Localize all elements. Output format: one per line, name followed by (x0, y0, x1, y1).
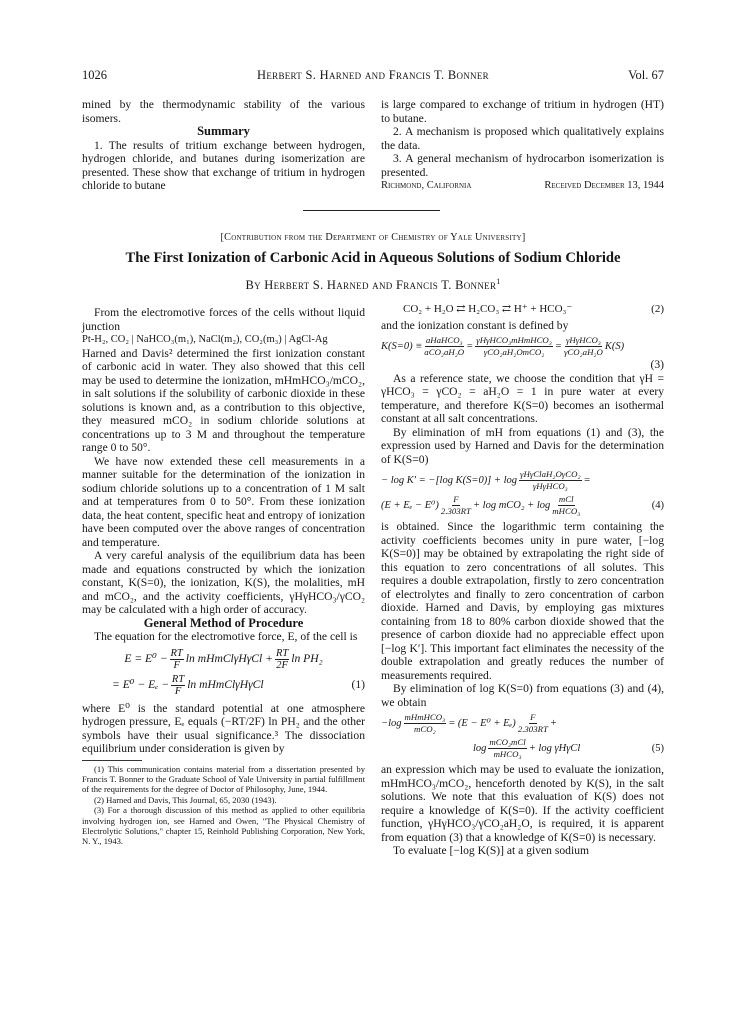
frac-num: F (530, 712, 536, 722)
frac-num: F (453, 494, 459, 504)
paragraph-sodium: To evaluate [−log K(S)] at a given sodium (393, 844, 590, 857)
frac-den: mCO₂ (414, 724, 436, 734)
eq5a-fraction-2 (518, 712, 548, 735)
equation-3-number: (3) (650, 358, 664, 371)
eq3-right: K(S) (604, 340, 625, 352)
paragraph-emf: The equation for the electromotive force, E, of the cell is (94, 630, 358, 643)
header-authors: Herbert S. Harned and Francis T. Bonner (257, 68, 489, 82)
place-label: Richmond, California (381, 180, 472, 191)
eq4a-right: = (583, 474, 591, 486)
footnote-2: (2) Harned and Davis, This Journal, 65, 2030 (1943). (94, 794, 277, 805)
frac-den: mHCO₃ (552, 506, 581, 516)
eq1a-mid: ln mHmClγHγCl + (185, 652, 273, 666)
paragraph-extrapolation: is obtained. Since the logarithmic term containing the activity coefficients becomes unity in pure water, [−log K(S=0)] may be obtained by extrapolating the right side of this equation to zero concentrations of all solutes. This requires a double extrapolation, firstly to zero concentration of electrolytes and finally to zero concentration of carbon dioxide. Harned and Davis, by employing gas mixtures containing from 18 to 80% carbon dioxide showed that the presence of carbon dioxide had no appreciable effect upon [−log K′]. This important fact eliminates the necessity of the double extrapolation and greatly reduces the number of measurements required. (381, 520, 664, 682)
paragraph-extension: We have now extended these cell measurements in a manner suitable for the determination of the ionization in sodium chloride solutions up to a concentration of 1 M salt and at temperatures from 0 to 50°. From these ionization data, the heat content, specific heat and entropy of ionization have been computed over the above ranges of concentration and temperature. (82, 454, 365, 549)
eq3-fraction-2 (475, 335, 553, 358)
paragraph-elimination-2: By elimination of log K(S=0) from equations (3) and (4), we obtain (381, 682, 664, 709)
eq4b-fraction-2 (552, 494, 580, 517)
footnote-1: (1) This communication contains material from a dissertation presented by Francis T. Bonner to the Graduate School of Yale University in partial fulfillment of the requirements for the degree of Doctor of Philosophy, June, 1944. (82, 763, 365, 795)
equation-1b (82, 674, 365, 697)
prev-article-left (82, 98, 365, 193)
article-separator (303, 210, 440, 211)
paragraph-evaluation: an expression which may be used to evaluate the ionization, mHmHCO₃/mCO₂, henceforth denoted by K(S), in the salt solutions. We note that this evaluation of K(S) does not require a knowledge of K(S=0). If the activity coefficient function, γHγHCO₃/γCO₂aH₂O, is required, it is apparent from equation (3) that a knowledge of K(S=0) is necessary. (381, 763, 664, 844)
frac-num: γHγClaH₂OγCO₂ (520, 469, 581, 479)
byline-footnote: 1 (496, 277, 501, 286)
equation-3: K(S=0) ≡ $\frac{\text{aHaHCO₃}}{\text{aCO₂aH₂O}}$ = $\frac{\text{γHγHCO₃mHmHCO₃}}{\text{γCO₂aH₂OmCO₂}}$ = $\frac{\text{γHγHCO₃}}{\text{γCO₂aH₂O}}$ K(S) (381, 335, 625, 357)
eq2-body: CO₂ + H₂O ⇄ H₂CO₃ ⇄ H⁺ + HCO₃⁻ (403, 303, 573, 315)
paragraph-standard-potential: where E⁰ is the standard potential at one atmosphere hydrogen pressure, Eₑ equals (−RT/2F) ln PH₂ and the other symbols have their usual significance.³ The dissociation equilibrium under consideration is given by (82, 701, 365, 755)
equation-number: (2) (651, 303, 664, 315)
frac-num: mCO₂mCl (489, 737, 526, 747)
paragraph-elimination: By elimination of mH from equations (1) and (3), the expression used by Harned and Davis for the determination of K(S=0) (381, 425, 664, 466)
frac-den: γCO₂aH₂OmCO₂ (483, 347, 545, 357)
eq5a-right: + (549, 717, 557, 729)
paragraph-ionization-constant: and the ionization constant is defined by (381, 318, 569, 332)
frac-den: aCO₂aH₂O (424, 347, 465, 357)
right-column (381, 303, 664, 858)
eq1b-right: ln mHmClγHγCl (187, 678, 264, 692)
frac-num: RT (171, 673, 185, 685)
eq1a-left: E = E⁰ − (124, 652, 168, 666)
frac-den: γHγHCO₃ (532, 481, 568, 491)
summary-item-2: 2. A mechanism is proposed which qualitatively explains the data. (381, 125, 664, 152)
equation-5a (381, 712, 664, 735)
prev-article-right (381, 98, 664, 193)
eq1b-left: = E⁰ − Eₑ − (112, 678, 169, 692)
eq1b-fraction (171, 674, 185, 697)
summary-item-1: 1. The results of tritium exchange between hydrogen, hydrogen chloride, and butanes during isomerization are presented. These show that exchange of tritium in hydrogen chloride to butane (82, 138, 365, 192)
byline (82, 277, 664, 293)
left-column (82, 306, 365, 847)
frac-num: γHγHCO₃mHmHCO₃ (476, 335, 552, 345)
volume-label: Vol. 67 (628, 68, 664, 82)
summary-heading: Summary (197, 124, 250, 138)
eq1a-fraction-2 (275, 648, 289, 671)
equation-number: (4) (651, 499, 664, 511)
equation-4b (381, 494, 664, 517)
eq4b-mid: + log mCO₂ + log (472, 499, 551, 511)
signature-line (381, 179, 664, 193)
frac-num: RT (170, 647, 183, 659)
eq3-fraction-1 (424, 335, 464, 358)
eq5a-mid: = (E − E⁰ + Eₑ) (448, 717, 516, 729)
frac-den: γCO₂aH₂O (563, 347, 603, 357)
footnote-rule (82, 760, 142, 761)
frac-den: 2F (276, 659, 288, 671)
cell-scheme: Pt-H₂, CO₂ | NaHCO₃(m₁), NaCl(m₂), CO₂(m₃) | AgCl-Ag (82, 334, 328, 345)
eq1a-right: ln PH₂ (291, 652, 323, 666)
equation-5b (381, 737, 664, 760)
eq4a-fraction (519, 469, 582, 492)
equation-4a (381, 469, 664, 492)
frac-num: RT (275, 647, 289, 659)
frac-den: F (173, 659, 180, 671)
eq3-fraction-3 (564, 335, 603, 358)
eq5a-left: −log (381, 717, 402, 729)
eq5b-left: log (473, 742, 487, 754)
eq5a-fraction (404, 712, 447, 735)
eq4b-fraction (441, 494, 471, 517)
frac-den: mHCO₃ (493, 749, 522, 759)
paragraph-analysis: A very careful analysis of the equilibrium data has been made and equations constructed by which the ionization constant, K(S=0), the ionization, K(S), the molalities, mH and mCO₂, and the activity coefficients, γHγHCO₃/γCO₂ may be calculated with a high order of accuracy. (82, 549, 365, 616)
equation-2 (381, 303, 664, 317)
eq5b-right: + log γHγCl (528, 742, 581, 754)
running-header (82, 68, 664, 84)
received-date: Received December 13, 1944 (544, 180, 664, 191)
summary-item-3: 3. A general mechanism of hydrocarbon isomerization is presented. (381, 152, 664, 179)
frac-den: 2.303RT (517, 724, 548, 734)
eq4a-left: − log K′ = −[log K(S=0)] + log (381, 474, 518, 486)
prev-article-text: mined by the thermodynamic stability of the various isomers. (82, 98, 365, 125)
equation-1a (82, 648, 365, 671)
paragraph-harned-davis: Harned and Davis² determined the first ionization constant of carbonic acid in water. They also showed that this cell may be used to determine the ionization, mHmHCO₃/mCO₂, in salt solutions if the solubility of carbonic dioxide in these solutions is known and, as a contribution to this objective, they measured mCO₂ in sodium chloride solutions at concentrations up to 3 M and throughout the temperature range 0 to 50°. (82, 346, 365, 454)
frac-den: F (174, 685, 182, 697)
frac-num: aHaHCO₃ (425, 335, 463, 345)
section-heading: General Method of Procedure (143, 615, 304, 630)
frac-num: mCl (558, 494, 574, 504)
contribution-line: [Contribution from the Department of Chemistry of Yale University] (220, 232, 526, 243)
eq5b-fraction (488, 737, 526, 760)
equation-number: (5) (651, 742, 664, 754)
frac-num: γHγHCO₃ (565, 335, 601, 345)
eq1a-fraction (170, 648, 184, 671)
paragraph-intro: From the electromotive forces of the cells without liquid junction (82, 306, 365, 333)
paragraph-reference-state: As a reference state, we choose the condition that γH = γHCO₃ = γCO₂ = aH₂O = 1 in pure water at every temperature, and therefore K(S=0) becomes an isothermal constant at all salt concentrations. (381, 371, 664, 425)
article-title: The First Ionization of Carbonic Acid in Aqueous Solutions of Sodium Chloride (125, 250, 621, 266)
summary-item-1-cont: is large compared to exchange of tritium in hydrogen (HT) to butane. (381, 98, 664, 125)
frac-num: mHmHCO₃ (404, 712, 446, 722)
frac-den: 2.303RT (440, 506, 471, 516)
equation-number: (1) (351, 678, 365, 692)
footnote-3: (3) For a thorough discussion of this method as applied to other equilibria involving hydrogen ion, see Harned and Owen, "The Physical Chemistry of Electrolytic Solutions," chapter 15, Reinhold Publishing Corporation, New York, N. Y., 1943. (82, 805, 365, 847)
eq4b-left: (E + Eₑ − E⁰) (381, 499, 439, 511)
page-number: 1026 (82, 68, 107, 82)
eq3-left: K(S=0) ≡ (381, 340, 423, 352)
byline-text: By Herbert S. Harned and Francis T. Bonner (245, 278, 497, 293)
